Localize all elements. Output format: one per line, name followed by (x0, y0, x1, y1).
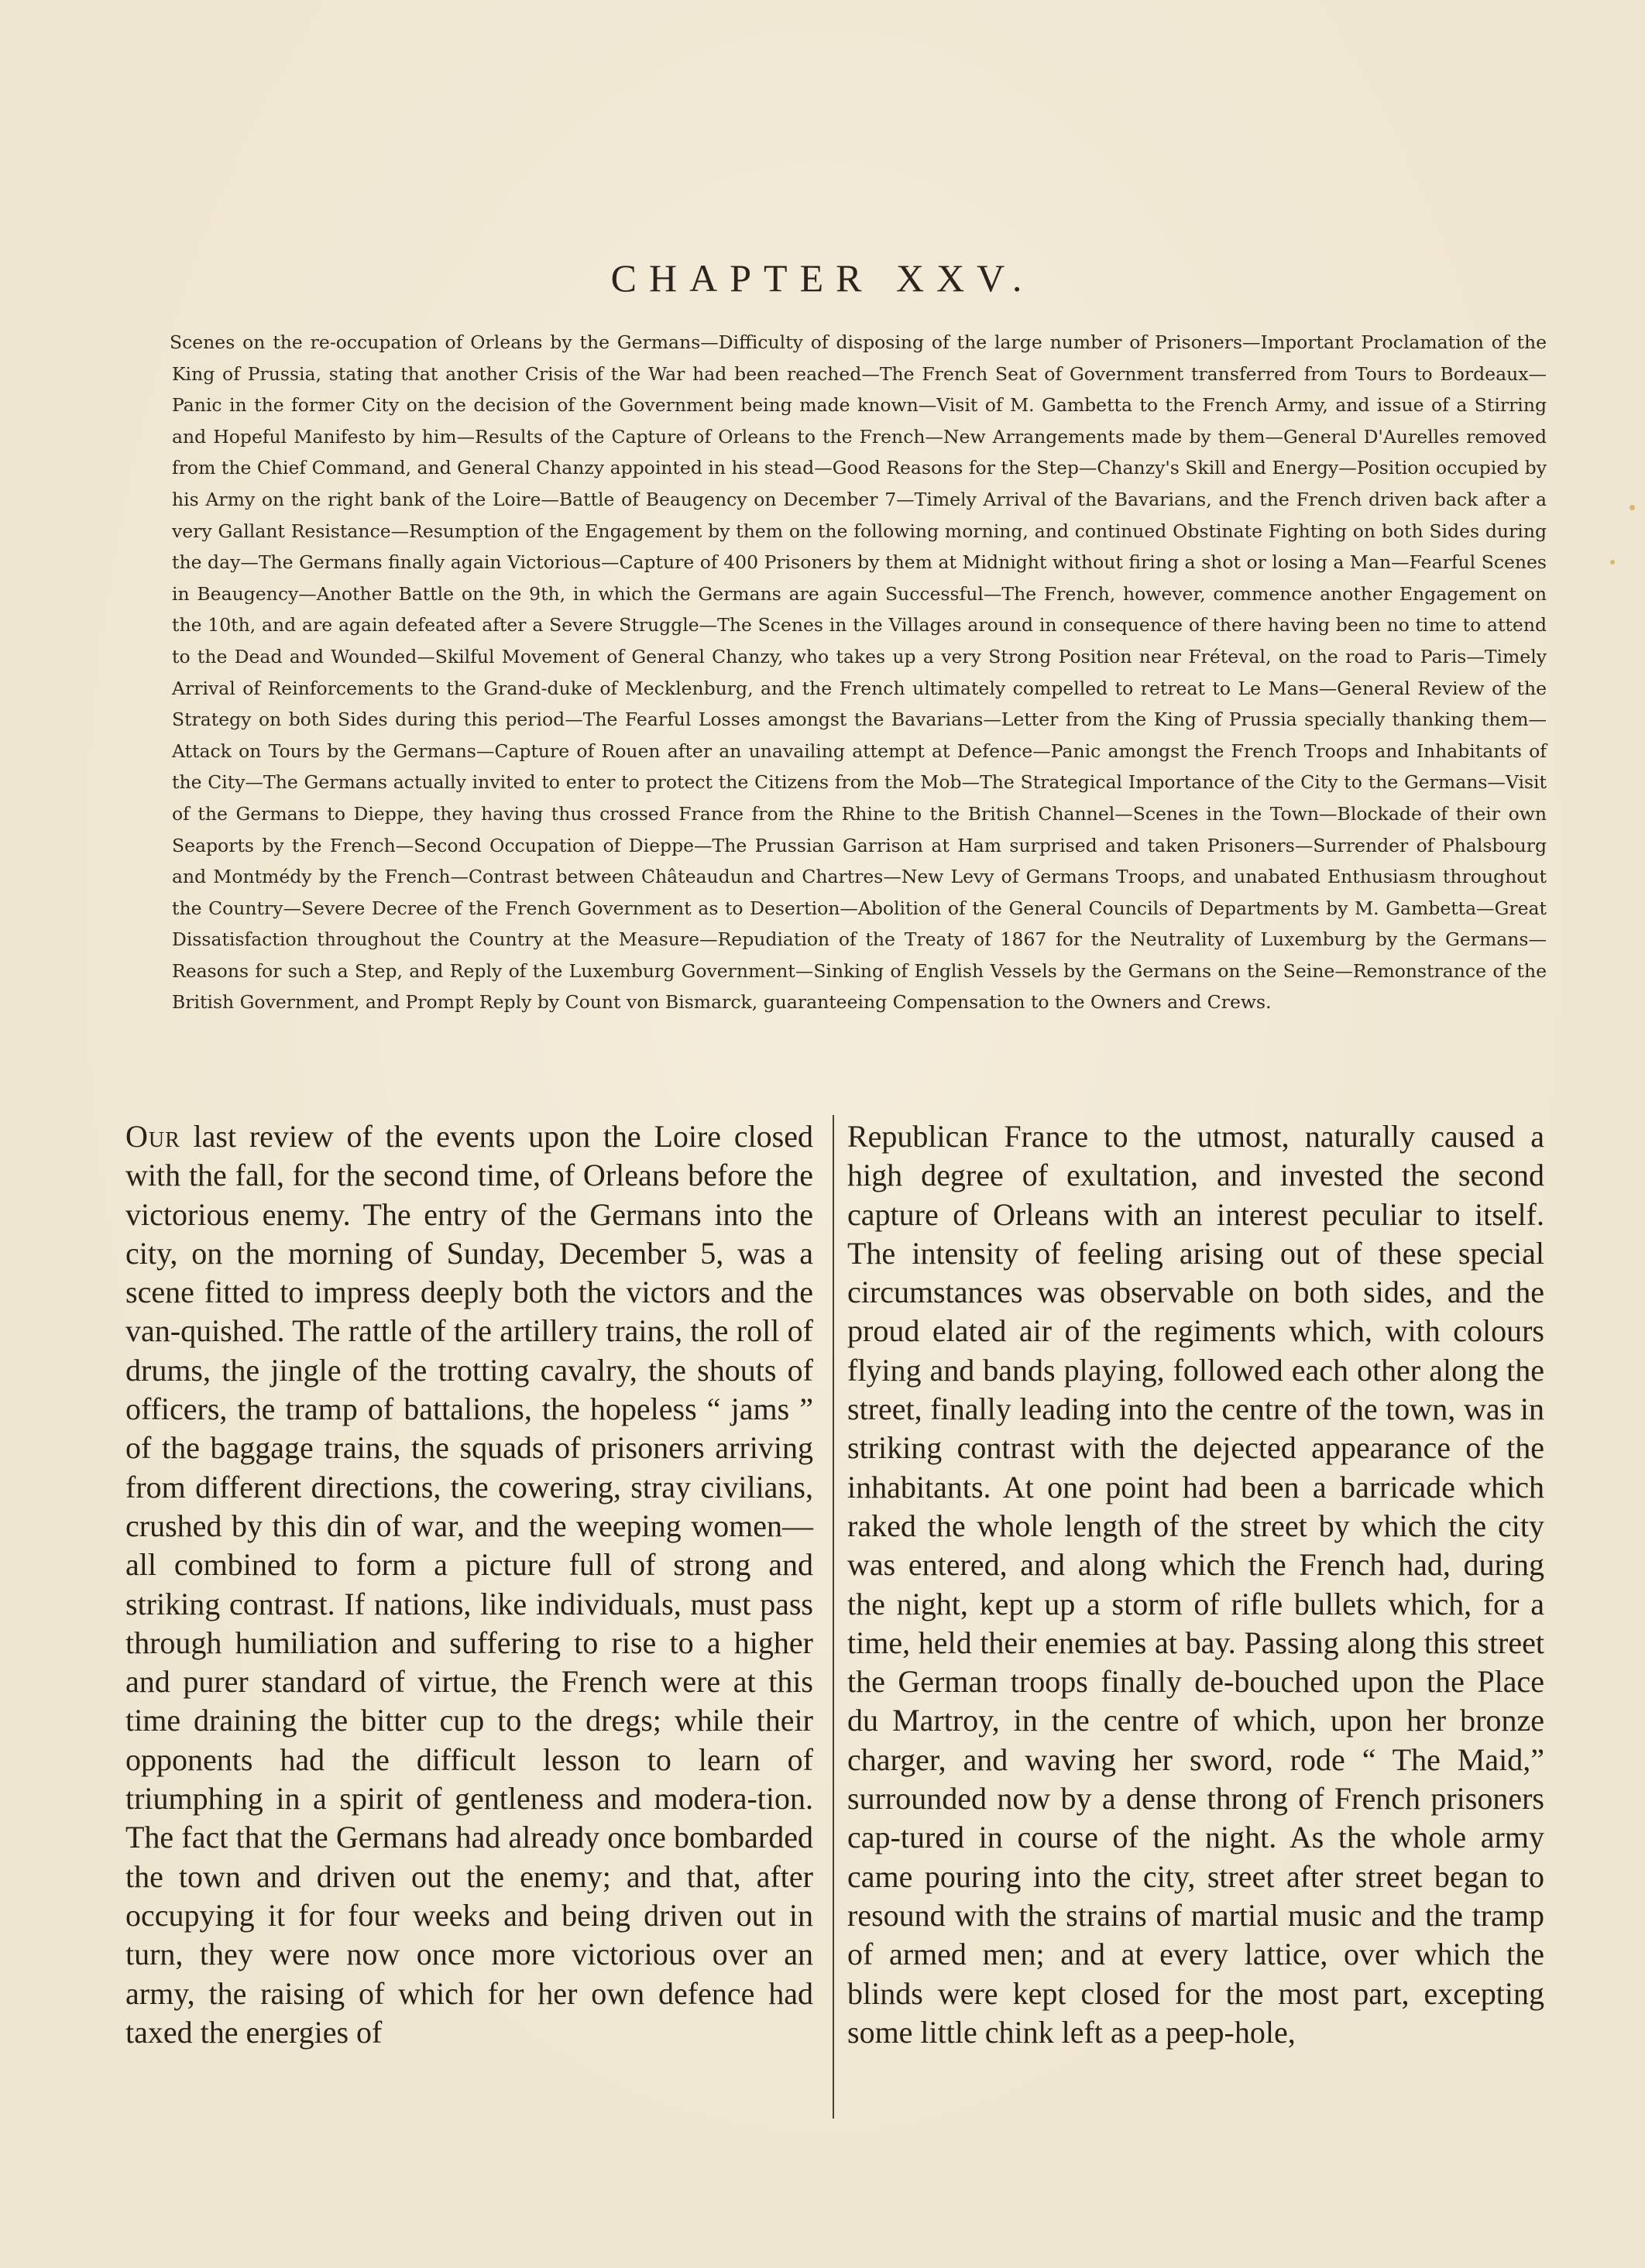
paper-speck (1610, 560, 1615, 564)
opening-word: Our (125, 1119, 180, 1154)
column-divider (833, 1115, 834, 2119)
body-column-left-text: last review of the events upon the Loire closed with the fall, for the second time, of Orleans before the victorious enemy. The entry of the Germans into the city, on the morning of Sunday, December 5, was a scene fitted to impress deeply both the victors and the van-quished. The rattle of the artillery trains, the roll of drums, the jingle of the trotting cavalry, the shouts of officers, the tramp of battalions, the hopeless “ jams ” of the baggage trains, the squads of prisoners arriving from different directions, the cowering, stray civilians, crushed by this din of war, and the weeping women—all combined to form a picture full of strong and striking contrast. If nations, like individuals, must pass through humiliation and suffering to rise to a higher and purer standard of virtue, the French were at this time draining the bitter cup to the dregs; while their opponents had the difficult lesson to learn of triumphing in a spirit of gentleness and modera-tion. The fact that the Germans had already once bombarded the town and driven out the enemy; and that, after occupying it for four weeks and being driven out in turn, they were now once more victorious over an army, the raising of which for her own defence had taxed the energies of (125, 1119, 814, 2050)
body-column-right: Republican France to the utmost, naturally caused a high degree of exultation, and invested the second capture of Orleans with an interest peculiar to itself. The intensity of feeling arising out of these special circumstances was observable on both sides, and the proud elated air of the regiments which, with colours flying and bands playing, followed each other along the street, finally leading into the centre of the town, was in striking contrast with the dejected appearance of the inhabitants. At one point had been a barricade which raked the whole length of the street by which the city was entered, and along which the French had, during the night, kept up a storm of rifle bullets which, for a time, held their enemies at bay. Passing along this street the German troops finally de-bouched upon the Place du Martroy, in the centre of which, upon her bronze charger, and waving her sword, rode “ The Maid,” surrounded now by a dense throng of French prisoners cap-tured in course of the night. As the whole army came pouring into the city, street after street began to resound with the strains of martial music and the tramp of armed men; and at every lattice, over which the blinds were kept closed for the most part, excepting some little chink left as a peep-hole, (847, 1119, 1544, 2050)
chapter-synopsis: Scenes on the re-occupation of Orleans by the Germans—Difficulty of disposing of the large number of Prisoners—Important Proclamation of the King of Prussia, stating that another Crisis of the War had been reached—The French Seat of Government transferred from Tours to Bordeaux—Panic in the former City on the decision of the Government being made known—Visit of M. Gambetta to the French Army, and issue of a Stirring and Hopeful Manifesto by him—Results of the Capture of Orleans to the French—New Arrangements made by them—General D'Aurelles removed from the Chief Command, and General Chanzy appointed in his stead—Good Reasons for the Step—Chanzy's Skill and Energy—Position occupied by his Army on the right bank of the Loire—Battle of Beaugency on December 7—Timely Arrival of the Bavarians, and the French driven back after a very Gallant Resistance—Resumption of the Engagement by them on the following morning, and continued Obstinate Fighting on both Sides during the day—The Germans finally again Victorious—Capture of 400 Prisoners by them at Midnight without firing a shot or losing a Man—Fearful Scenes in Beaugency—Another Battle on the 9th, in which the Germans are again Successful—The French, however, commence another Engagement on the 10th, and are again defeated after a Severe Struggle—The Scenes in the Villages around in consequence of there having been no time to attend to the Dead and Wounded—Skilful Movement of General Chanzy, who takes up a very Strong Position near Fréteval, on the road to Paris—Timely Arrival of Reinforcements to the Grand-duke of Mecklenburg, and the French ultimately compelled to retreat to Le Mans—General Review of the Strategy on both Sides during this period—The Fearful Losses amongst the Bavarians—Letter from the King of Prussia specially thanking them—Attack on Tours by the Germans—Capture of Rouen after an unavailing attempt at Defence—Panic amongst the French Troops and Inhabitants of the City—The Germans actually invited to enter to protect the Citizens from the Mob—The Strategical Importance of the City to the Germans—Visit of the Germans to Dieppe, they having thus crossed France from the Rhine to the British Channel—Scenes in the Town—Blockade of their own Seaports by the French—Second Occupation of Dieppe—The Prussian Garrison at Ham surprised and taken Prisoners—Surrender of Phalsbourg and Montmédy by the French—Contrast between Châteaudun and Chartres—New Levy of Germans Troops, and unabated Enthusiasm throughout the Country—Severe Decree of the French Government as to Desertion—Abolition of the General Councils of Departments by M. Gambetta—Great Dissatisfaction throughout the Country at the Measure—Repudiation of the Treaty of 1867 for the Neutrality of Luxemburg by the Germans—Reasons for such a Step, and Reply of the Luxemburg Government—Sinking of English Vessels by the Germans on the Seine—Remonstrance of the British Government, and Prompt Reply by Count von Bismarck, guaranteeing Compensation to the Owners and Crews. (170, 331, 1547, 1014)
body-column-left (125, 1117, 813, 2052)
paper-speck (1630, 505, 1635, 510)
chapter-title: CHAPTER XXV. (610, 256, 1035, 300)
